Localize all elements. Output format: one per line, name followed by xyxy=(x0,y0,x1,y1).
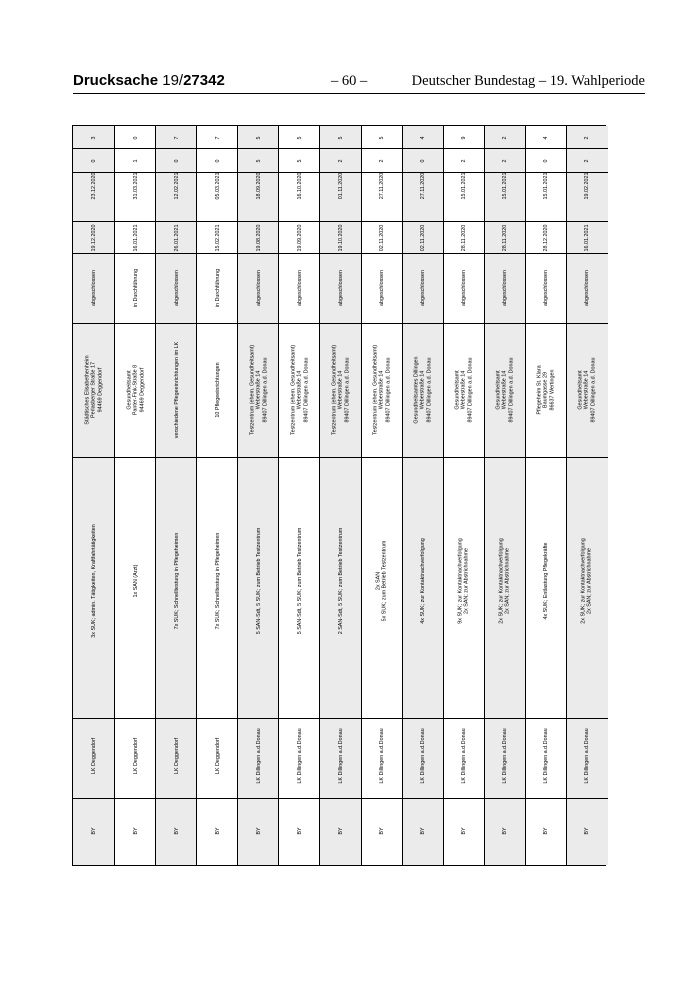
cell-divider xyxy=(362,798,403,799)
cell-divider xyxy=(567,148,608,149)
cell-divider xyxy=(279,798,320,799)
cell-text: LK Dillingen a.d.Donau xyxy=(378,728,385,784)
cell-text: 5 xyxy=(296,136,303,140)
cell-divider xyxy=(403,253,444,254)
cell-divider xyxy=(156,148,197,149)
cell-text: LK Deggendorf xyxy=(173,737,180,775)
table-row xyxy=(525,126,567,865)
cell-text: abgeschlossen xyxy=(296,270,303,306)
cell-text: 19.09.2020 xyxy=(296,224,303,252)
cell-divider xyxy=(320,221,361,222)
cell-text: abgeschlossen xyxy=(378,270,385,306)
cell-text: 2 xyxy=(502,136,509,140)
cell-divider xyxy=(485,148,526,149)
cell-text: abgeschlossen xyxy=(419,270,426,306)
table-row xyxy=(196,126,238,865)
table-row xyxy=(237,126,279,865)
cell-text: LK Deggendorf xyxy=(132,737,139,775)
cell-text: 5 xyxy=(378,136,385,140)
cell-text: LK Deggendorf xyxy=(214,737,221,775)
cell-text: 5 xyxy=(255,159,262,163)
cell-text: 0 xyxy=(419,159,426,163)
cell-divider xyxy=(320,718,361,719)
cell-text: BY xyxy=(461,827,468,835)
cell-text: 02.11.2020 xyxy=(378,224,385,252)
cell-text: 9 xyxy=(461,136,468,140)
cell-divider xyxy=(403,323,444,324)
cell-divider xyxy=(115,323,156,324)
cell-text: 15.01.2021 xyxy=(461,172,468,200)
cell-text: 7 xyxy=(173,136,180,140)
doc-number-suffix: 27342 xyxy=(183,72,225,89)
cell-text: BY xyxy=(132,827,139,835)
cell-text: 05.03.2021 xyxy=(214,172,221,200)
cell-divider xyxy=(238,253,279,254)
cell-text: 7 xyxy=(214,136,221,140)
cell-text: 2x SUK; zur Kontaktnachverfolgung 2x SAN; zur Abstrichnahme xyxy=(498,538,512,624)
rotated-table xyxy=(72,125,606,866)
cell-divider xyxy=(279,221,320,222)
cell-text: 12.02.2021 xyxy=(173,172,180,200)
table-row xyxy=(484,126,526,865)
cell-divider xyxy=(526,221,567,222)
cell-divider xyxy=(115,253,156,254)
cell-text: LK Dillingen a.d.Donau xyxy=(337,728,344,784)
cell-text: 0 xyxy=(90,159,97,163)
table-row xyxy=(73,126,114,865)
cell-divider xyxy=(526,253,567,254)
page-number: – 60 – xyxy=(331,73,368,89)
cell-divider xyxy=(197,221,238,222)
cell-divider xyxy=(362,718,403,719)
cell-divider xyxy=(73,457,114,458)
doc-label: Drucksache xyxy=(73,72,159,89)
cell-text: 7x SUK; Schnelltestung in Pflegeheimen xyxy=(214,532,221,630)
cell-text: BY xyxy=(502,827,509,835)
cell-text: 0 xyxy=(214,159,221,163)
cell-divider xyxy=(156,221,197,222)
cell-text: 28.11.2020 xyxy=(502,224,509,252)
cell-divider xyxy=(279,148,320,149)
cell-text: 4x SUK; Entlastung Pflegekräfte xyxy=(543,542,550,620)
cell-divider xyxy=(444,323,485,324)
cell-divider xyxy=(403,718,444,719)
table-row xyxy=(155,126,197,865)
cell-divider xyxy=(567,718,608,719)
cell-divider xyxy=(567,253,608,254)
cell-text: 27.11.2020 xyxy=(378,172,385,200)
cell-divider xyxy=(115,148,156,149)
cell-text: 1x SAN (Arzt) xyxy=(132,564,139,598)
header-rule xyxy=(73,93,645,94)
table-row xyxy=(402,126,444,865)
cell-text: abgeschlossen xyxy=(461,270,468,306)
cell-text: abgeschlossen xyxy=(337,270,344,306)
cell-divider xyxy=(197,148,238,149)
cell-text: BY xyxy=(584,827,591,835)
cell-text: Testzentrum (ehem. Gesundheitsamt) Weberstraße 14 89407 Dillingen a.d. Donau xyxy=(249,344,269,436)
cell-divider xyxy=(320,253,361,254)
cell-divider xyxy=(444,148,485,149)
cell-divider xyxy=(485,798,526,799)
cell-text: 16.01.2021 xyxy=(584,224,591,252)
cell-divider xyxy=(444,718,485,719)
cell-divider xyxy=(115,457,156,458)
cell-divider xyxy=(156,798,197,799)
cell-text: LK Dillingen a.d.Donau xyxy=(296,728,303,784)
cell-text: 5 SAN-Sdt, 5 SUK; zum Betrieb Testzentrum xyxy=(296,527,303,635)
cell-text: Testzentrum (ehem. Gesundheitsamt) Weberstraße 14 89407 Dillingen a.d. Donau xyxy=(290,344,310,436)
cell-divider xyxy=(73,148,114,149)
cell-text: 15.01.2021 xyxy=(543,172,550,200)
cell-divider xyxy=(526,148,567,149)
cell-text: 0 xyxy=(173,159,180,163)
cell-text: 5 xyxy=(296,159,303,163)
cell-text: 15.01.2021 xyxy=(502,172,509,200)
cell-divider xyxy=(403,798,444,799)
cell-text: BY xyxy=(296,827,303,835)
cell-text: Gesundheitsamtes Dillingen Weberstraße 14 89407 Dillingen a.d. Donau xyxy=(413,356,433,424)
doc-number-prefix: 19/ xyxy=(162,72,184,89)
cell-divider xyxy=(279,253,320,254)
cell-text: 2 SAN-Sdt, 5 SUK; zum Betrieb Testzentrum xyxy=(337,527,344,635)
cell-divider xyxy=(156,718,197,719)
cell-divider xyxy=(115,798,156,799)
cell-divider xyxy=(320,457,361,458)
cell-divider xyxy=(526,798,567,799)
cell-divider xyxy=(156,253,197,254)
cell-text: 26.01.2021 xyxy=(173,224,180,252)
cell-divider xyxy=(73,323,114,324)
cell-text: 5 xyxy=(337,136,344,140)
cell-text: 1 xyxy=(132,159,139,163)
table-row xyxy=(319,126,361,865)
cell-divider xyxy=(485,323,526,324)
cell-divider xyxy=(362,457,403,458)
cell-divider xyxy=(238,798,279,799)
cell-text: 16.01.2021 xyxy=(132,224,139,252)
cell-text: 15.02.2021 xyxy=(214,224,221,252)
cell-divider xyxy=(444,798,485,799)
cell-text: abgeschlossen xyxy=(90,270,97,306)
cell-divider xyxy=(485,718,526,719)
cell-text: 19.10.2020 xyxy=(337,224,344,252)
cell-text: 9x SUK; zur Kontaktnachverfolgung 2x SAN; zur Abstrichnahme xyxy=(457,538,471,624)
cell-divider xyxy=(403,221,444,222)
cell-text: in Durchführung xyxy=(132,268,139,308)
cell-text: BY xyxy=(378,827,385,835)
cell-divider xyxy=(279,718,320,719)
cell-text: 23.12.2020 xyxy=(90,172,97,200)
cell-text: 2 xyxy=(461,159,468,163)
table-row xyxy=(566,126,608,865)
cell-divider xyxy=(156,457,197,458)
cell-text: 31.03.2021 xyxy=(132,172,139,200)
cell-text: BY xyxy=(543,827,550,835)
cell-divider xyxy=(444,253,485,254)
cell-text: Gesundheitsamt Weberstraße 14 89407 Dillingen a.d. Donau xyxy=(454,357,474,423)
cell-text: abgeschlossen xyxy=(173,270,180,306)
cell-text: LK Dillingen a.d.Donau xyxy=(502,728,509,784)
cell-text: Pflegeheim St. Klara Baumgasse 29 86637 Wertingen xyxy=(536,365,556,415)
cell-text: Gesundheitsamt Weberstraße 14 89407 Dillingen a.d. Donau xyxy=(577,357,597,423)
cell-divider xyxy=(115,718,156,719)
cell-divider xyxy=(362,253,403,254)
cell-divider xyxy=(526,718,567,719)
cell-text: 19.08.2020 xyxy=(255,224,262,252)
cell-divider xyxy=(156,323,197,324)
cell-text: abgeschlossen xyxy=(502,270,509,306)
cell-divider xyxy=(320,798,361,799)
cell-text: BY xyxy=(214,827,221,835)
cell-text: 10 Pflegeeinrichtungen xyxy=(214,362,221,418)
cell-divider xyxy=(485,253,526,254)
cell-text: 3 xyxy=(90,136,97,140)
cell-text: LK Dillingen a.d.Donau xyxy=(419,728,426,784)
cell-text: LK Dillingen a.d.Donau xyxy=(461,728,468,784)
cell-text: BY xyxy=(337,827,344,835)
cell-divider xyxy=(73,253,114,254)
cell-text: 02.11.2020 xyxy=(419,224,426,252)
table-row xyxy=(443,126,485,865)
cell-divider xyxy=(73,221,114,222)
cell-text: 4x SUK; zur Kontaktnachverfolgung xyxy=(419,538,426,624)
cell-text: 2x SAN 5x SUK; zum Betrieb Testzentrum xyxy=(375,540,389,622)
cell-text: 16.10.2020 xyxy=(296,172,303,200)
cell-divider xyxy=(279,323,320,324)
cell-divider xyxy=(115,221,156,222)
cell-text: 19.02.2021 xyxy=(584,172,591,200)
cell-divider xyxy=(444,457,485,458)
cell-text: 2 xyxy=(502,159,509,163)
cell-text: Städtisches Elisabethenheim Perlasberger Straße 17 94469 Deggendorf xyxy=(83,355,103,425)
cell-text: BY xyxy=(90,827,97,835)
cell-divider xyxy=(238,323,279,324)
cell-text: 27.11.2020 xyxy=(419,172,426,200)
cell-divider xyxy=(238,718,279,719)
cell-divider xyxy=(320,323,361,324)
cell-text: 5 SAN-Sdt, 5 SUK; zum Betrieb Testzentrum xyxy=(255,527,262,635)
cell-text: 2 xyxy=(584,159,591,163)
cell-divider xyxy=(485,221,526,222)
cell-divider xyxy=(526,457,567,458)
cell-text: Gesundheitsamt Weberstraße 14 89407 Dillingen a.d. Donau xyxy=(495,357,515,423)
cell-divider xyxy=(238,148,279,149)
table-row xyxy=(361,126,403,865)
cell-text: 28.12.2020 xyxy=(543,224,550,252)
cell-divider xyxy=(567,798,608,799)
cell-divider xyxy=(197,798,238,799)
table-row xyxy=(278,126,320,865)
cell-divider xyxy=(197,253,238,254)
cell-text: abgeschlossen xyxy=(584,270,591,306)
cell-text: Testzentrum (ehem. Gesundheitsamt) Weberstraße 14 89407 Dillingen a.d. Donau xyxy=(331,344,351,436)
cell-text: 0 xyxy=(543,159,550,163)
cell-text: LK Dillingen a.d.Donau xyxy=(584,728,591,784)
cell-text: 3x SUK; admin. Tätigkeiten, Kraftfahrtätigkeiten xyxy=(90,524,97,638)
cell-divider xyxy=(238,457,279,458)
cell-divider xyxy=(73,718,114,719)
cell-text: 2 xyxy=(337,159,344,163)
cell-divider xyxy=(362,221,403,222)
cell-divider xyxy=(73,798,114,799)
cell-divider xyxy=(238,221,279,222)
cell-text: 2x SUK; zur Kontaktnachverfolgung 2x SAN; zur Abstrichnahme xyxy=(581,538,594,624)
page-header xyxy=(73,72,645,92)
cell-text: 7x SUK; Schnelltestung in Pflegeheimen xyxy=(173,532,180,630)
cell-text: 4 xyxy=(419,136,426,140)
cell-divider xyxy=(403,457,444,458)
cell-text: LK Dillingen a.d.Donau xyxy=(543,728,550,784)
cell-text: BY xyxy=(173,827,180,835)
cell-text: 19.12.2020 xyxy=(90,224,97,252)
document-number xyxy=(73,72,225,89)
cell-divider xyxy=(567,457,608,458)
cell-text: BY xyxy=(419,827,426,835)
cell-text: in Durchführung xyxy=(214,268,221,308)
table-row xyxy=(114,126,156,865)
cell-text: LK Deggendorf xyxy=(90,737,97,775)
cell-divider xyxy=(197,323,238,324)
cell-divider xyxy=(526,323,567,324)
cell-divider xyxy=(197,457,238,458)
cell-text: Gesundheitsamt Panter-Fink-Straße 8 94469 Deggendorf xyxy=(125,364,145,416)
cell-divider xyxy=(567,221,608,222)
cell-text: 5 xyxy=(255,136,262,140)
cell-divider xyxy=(362,323,403,324)
parliament-label: Deutscher Bundestag – 19. Wahlperiode xyxy=(411,73,645,89)
cell-divider xyxy=(567,323,608,324)
cell-divider xyxy=(362,148,403,149)
cell-text: 4 xyxy=(543,136,550,140)
cell-divider xyxy=(403,148,444,149)
cell-divider xyxy=(444,221,485,222)
cell-text: LK Dillingen a.d.Donau xyxy=(255,728,262,784)
cell-divider xyxy=(197,718,238,719)
cell-text: 18.09.2020 xyxy=(255,172,262,200)
cell-text: Testzentrum (ehem. Gesundheitsamt) Weberstraße 14 89407 Dillingen a.d. Donau xyxy=(372,344,392,436)
cell-text: 2 xyxy=(378,159,385,163)
cell-divider xyxy=(485,457,526,458)
cell-text: 0 xyxy=(132,136,139,140)
cell-divider xyxy=(279,457,320,458)
cell-text: BY xyxy=(255,827,262,835)
cell-text: abgeschlossen xyxy=(255,270,262,306)
cell-text: 2 xyxy=(584,136,591,140)
cell-text: abgeschlossen xyxy=(543,270,550,306)
cell-text: 01.11.2020 xyxy=(337,172,344,200)
cell-divider xyxy=(320,148,361,149)
cell-text: 28.11.2020 xyxy=(461,224,468,252)
cell-text: verschiedene Pflegeeinrichtungen im LK xyxy=(173,341,180,439)
